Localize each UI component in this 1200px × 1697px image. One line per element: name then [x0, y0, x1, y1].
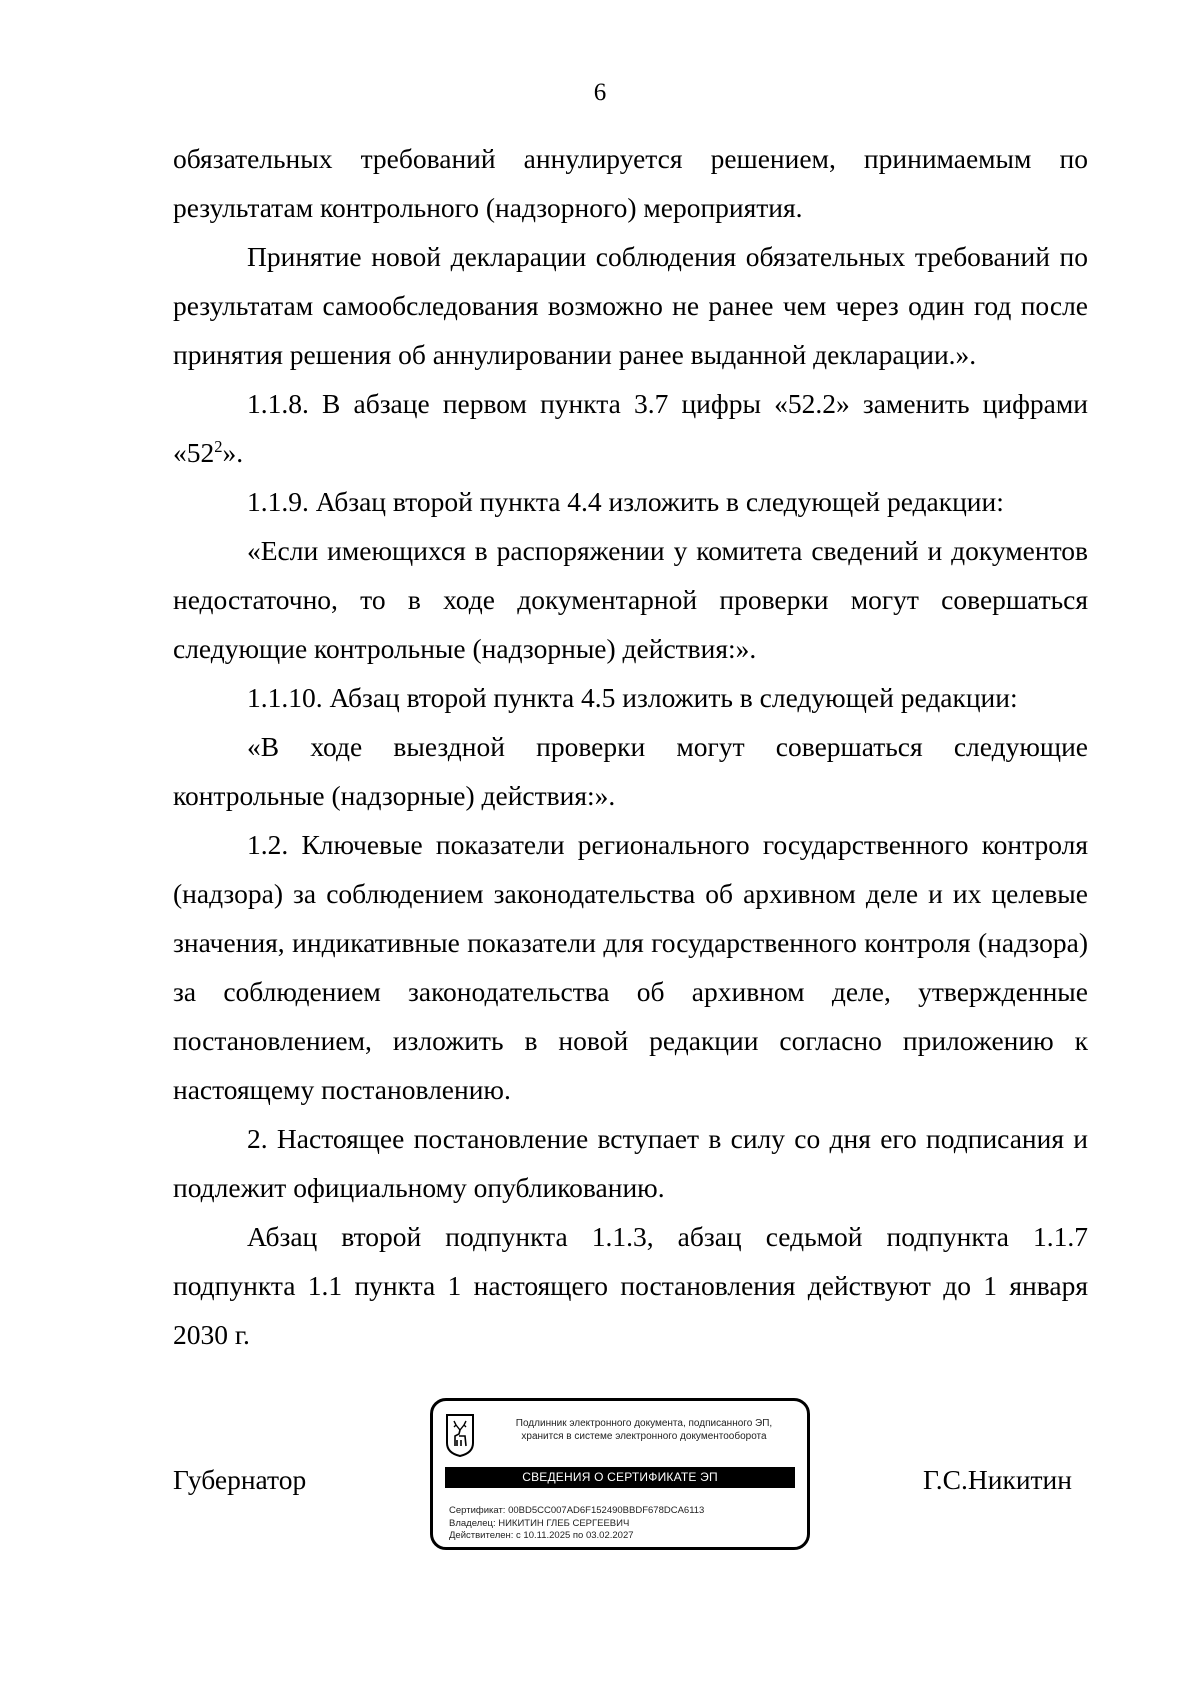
paragraph-1-1-8-text: 1.1.8. В абзаце первом пункта 3.7 цифры «52.2» заменить цифрами «52 [173, 388, 1088, 468]
paragraph-validity: Абзац второй подпункта 1.1.3, абзац седьмой подпункта 1.1.7 подпункта 1.1 пункта 1 настоящего постановления действуют до 1 января 2030 г. [173, 1221, 1088, 1350]
paragraph-2: 2. Настоящее постановление вступает в силу со дня его подписания и подлежит официальному опубликованию. [173, 1123, 1088, 1203]
superscript-2: 2 [214, 436, 223, 456]
paragraph-1-1-10: 1.1.10. Абзац второй пункта 4.5 изложить в следующей редакции: [247, 682, 1018, 713]
stamp-header-line2: хранится в системе электронного документооборота [521, 1431, 767, 1442]
deer-coat-of-arms-icon [445, 1413, 475, 1457]
paragraph-1-2: 1.2. Ключевые показатели регионального государственного контроля (надзора) за соблюдением законодательства об архивном деле и их целевые значения, индикативные показатели для государственного контроля (надзора) за соблюдением законодательства об архивном деле, утвержденные постановлением, изложить в новой редакции согласно приложению к настоящему постановлению. [173, 829, 1088, 1105]
certificate-validity: Действителен: с 10.11.2025 по 03.02.2027 [449, 1530, 634, 1541]
paragraph-1-1-9: 1.1.9. Абзац второй пункта 4.4 изложить в следующей редакции: [247, 486, 1004, 517]
electronic-signature-stamp [430, 1398, 810, 1550]
signature-position: Губернатор [173, 1464, 307, 1495]
stamp-title-bar: СВЕДЕНИЯ О СЕРТИФИКАТЕ ЭП [445, 1467, 795, 1488]
certificate-number: Сертификат: 00BD5CC007AD6F152490BBDF678DCA6113 [449, 1505, 705, 1516]
stamp-header-line1: Подлинник электронного документа, подписанного ЭП, [515, 1418, 773, 1429]
stamp-details [449, 1505, 704, 1543]
signature-name: Г.С.Никитин [923, 1464, 1072, 1495]
paragraph-new-declaration: Принятие новой декларации соблюдения обязательных требований по результатам самообследования возможно не ранее чем через один год после принятия решения об аннулировании ранее выданной декларации.». [173, 241, 1088, 370]
paragraph-quote-4-4: «Если имеющихся в распоряжении у комитета сведений и документов недостаточно, то в ходе документарной проверки могут совершаться следующие контрольные (надзорные) действия:». [173, 535, 1088, 664]
paragraph-quote-4-5: «В ходе выездной проверки могут совершаться следующие контрольные (надзорные) действия:». [173, 731, 1088, 811]
certificate-owner: Владелец: НИКИТИН ГЛЕБ СЕРГЕЕВИЧ [449, 1517, 630, 1529]
stamp-header [485, 1417, 803, 1443]
page-number: 6 [593, 79, 607, 106]
paragraph-continuation: обязательных требований аннулируется решением, принимаемым по результатам контрольного (надзорного) мероприятия. [173, 143, 1088, 223]
document-body [173, 134, 1088, 1359]
paragraph-1-1-8-tail: ». [222, 437, 244, 468]
paragraph-1-1-8 [173, 379, 1088, 477]
